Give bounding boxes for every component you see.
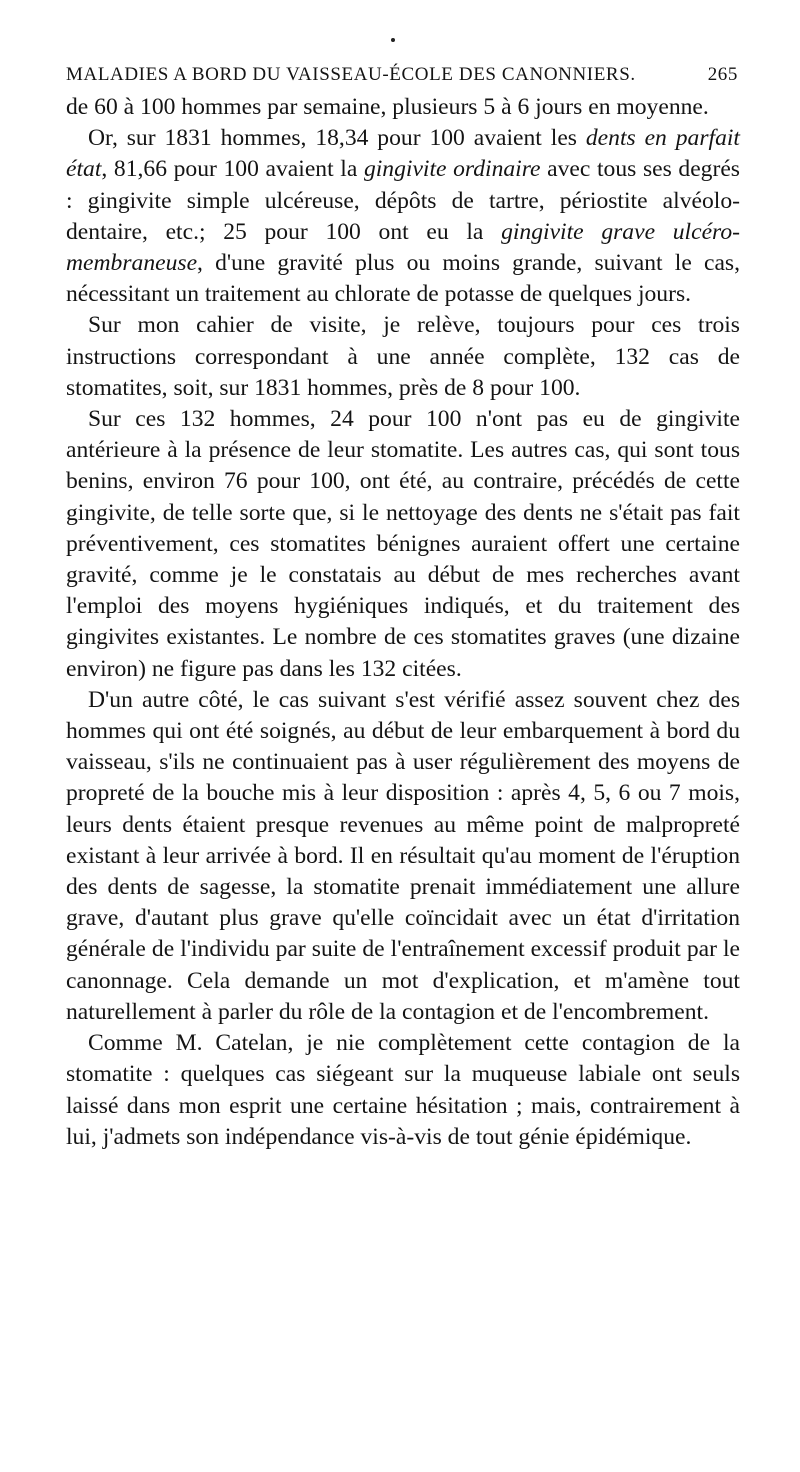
- text-run: , d'une gravité plus ou moins grande, suivant le cas, nécessitant un traitement au chlorate de potasse de quelques jours.: [66, 250, 740, 308]
- text-run: D'un autre côté, le cas suivant s'est vérifié assez souvent chez des hommes qui ont été soignés, au début de leur embarquement à bord du vaisseau, s'ils ne continuaient pas à user régulièrement des moyens de propreté de la bouche mis à leur disposition : après 4, 5, 6 ou 7 mois, leurs dents étaient presque revenues au même point de malpropreté existant à leur arrivée à bord. Il en résultait qu'au moment de l'éruption des dents de sagesse, la stomatite prenait immédiatement une allure grave, d'autant plus grave qu'elle coïncidait avec un état d'irritation générale de l'individu par suite de l'entraînement excessif produit par le canonnage. Cela demande un mot d'explication, et m'amène tout naturellement à parler du rôle de la contagion et de l'encombrement.: [66, 686, 740, 1025]
- text-run: , 81,66 pour 100 avaient la: [101, 156, 364, 183]
- paragraph: [66, 1028, 740, 1153]
- page-number: 265: [707, 64, 738, 85]
- paragraph: [66, 685, 740, 1028]
- italic-term: gingivite grave ulcéro-membraneuse: [66, 218, 740, 277]
- paragraph: [66, 310, 740, 404]
- italic-term: gingivite ordinaire: [363, 156, 541, 183]
- ink-dot: [391, 38, 395, 42]
- text-run: Comme M. Catelan, je nie complètement cette contagion de la stomatite : quelques cas siégeant sur la muqueuse labiale ont seuls laissé dans mon esprit une certaine hésitation ; mais, contrairement à lui, j'admets son indépendance vis-à-vis de tout génie épidémique.: [66, 1030, 740, 1150]
- body-text: [66, 92, 740, 1153]
- paragraph: [66, 123, 740, 310]
- italic-term: dents en parfait état: [66, 125, 740, 183]
- text-run: Sur ces 132 hommes, 24 pour 100 n'ont pas eu de gingivite antérieure à la présence de leur stomatite. Les autres cas, qui sont tous benins, environ 76 pour 100, ont été, au contraire, précédés de cette gingivite, de telle sorte que, si le nettoyage des dents ne s'était pas fait préventivement, ces stomatites bénignes auraient offert une certaine gravité, comme je le constatais au début de mes recherches avant l'emploi des moyens hygiéniques indiqués, et du traitement des gingivites existantes. Le nombre de ces stomatites graves (une dizaine environ) ne figure pas dans les 132 citées.: [66, 406, 740, 682]
- text-run: Or, sur 1831 hommes, 18,34 pour 100 avaient les: [88, 125, 586, 152]
- text-run: avec tous ses degrés : gingivite simple ulcéreuse, dépôts de tartre, périostite alvéolo-dentaire, etc.; 25 pour 100 ont eu la: [66, 156, 740, 245]
- text-run: Sur mon cahier de visite, je relève, toujours pour ces trois instructions correspondant à une année complète, 132 cas de stomatites, soit, sur 1831 hommes, près de 8 pour 100.: [66, 312, 740, 401]
- text-run: de 60 à 100 hommes par semaine, plusieurs 5 à 6 jours en moyenne.: [66, 94, 709, 120]
- paragraph: [66, 92, 740, 123]
- running-title: MALADIES A BORD DU VAISSEAU-ÉCOLE DES CANONNIERS.: [66, 64, 636, 85]
- running-head: [66, 60, 738, 90]
- paragraph: [66, 404, 740, 685]
